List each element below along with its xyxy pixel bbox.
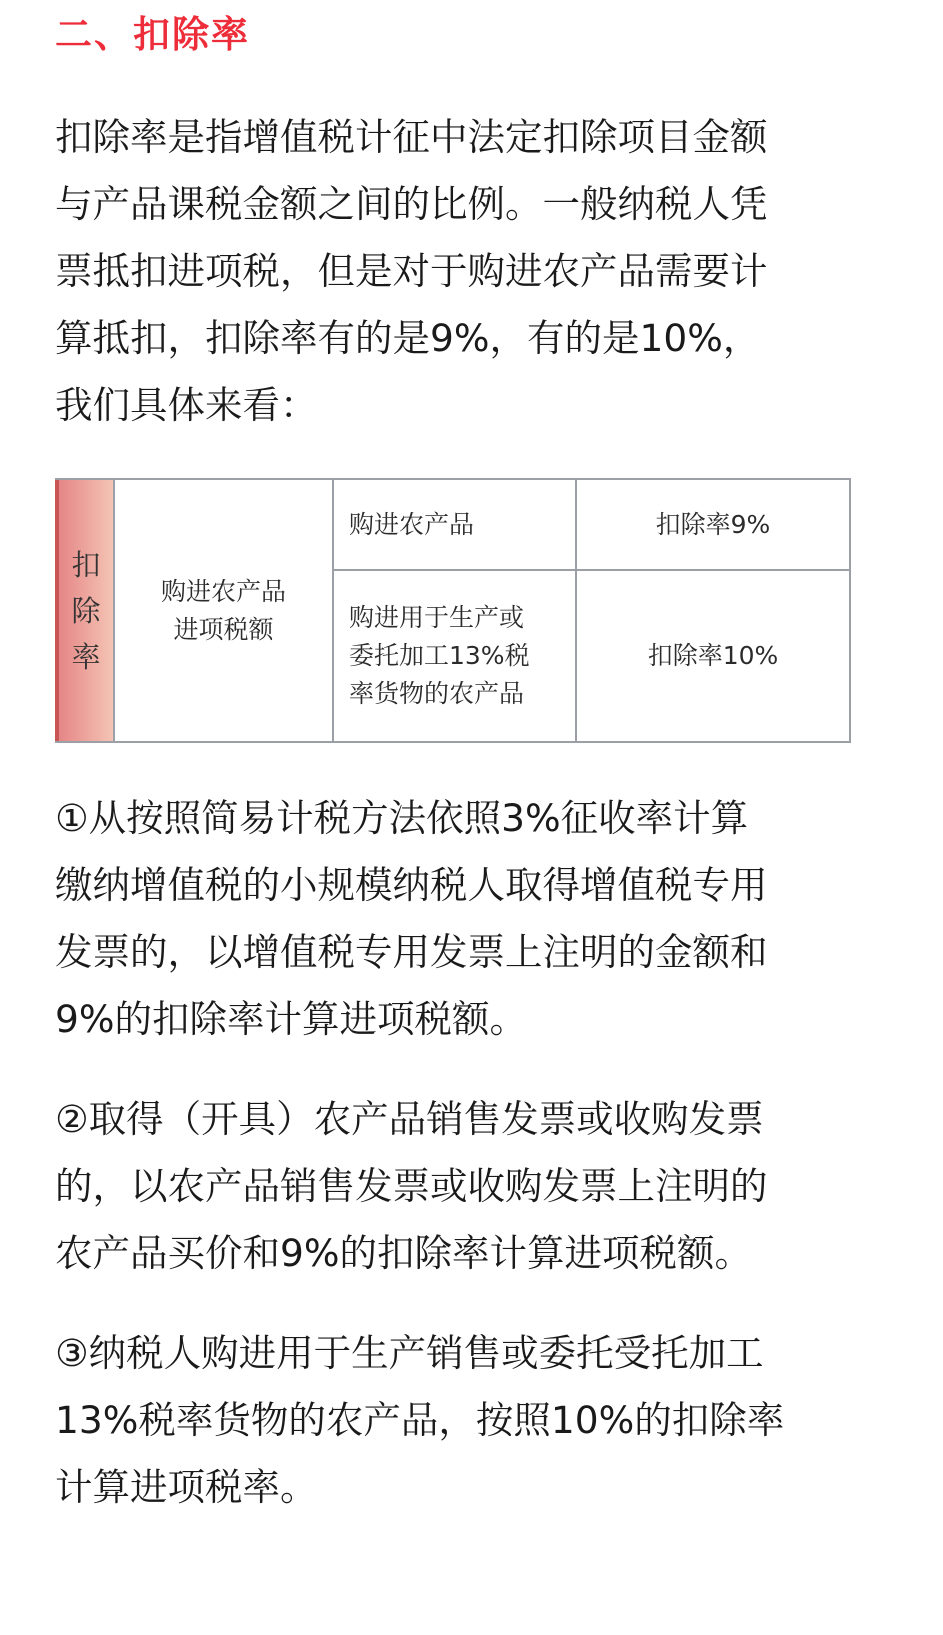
- item-line: 率货物的农产品: [349, 679, 525, 708]
- table-cell-rate-1: 扣除率9%: [577, 480, 849, 571]
- intro-paragraph: [55, 104, 855, 439]
- point-line: 13%税率货物的农产品，按照10%的扣除率: [55, 1398, 785, 1442]
- point-1-paragraph: [55, 785, 855, 1053]
- point-line: ②取得（开具）农产品销售发票或收购发票: [55, 1097, 764, 1141]
- table-cell-item-1: [334, 480, 577, 571]
- intro-line: 票抵扣进项税，但是对于购进农产品需要计: [55, 249, 768, 293]
- table-cell-rate-2: 扣除率10%: [647, 641, 779, 670]
- point-line: 9%的扣除率计算进项税额。: [55, 997, 527, 1041]
- side-label-char: 扣: [71, 547, 101, 582]
- item-line: 委托加工13%税: [349, 641, 530, 670]
- section-heading: 二、扣除率: [55, 13, 250, 56]
- item-line: 购进用于生产或: [349, 603, 525, 632]
- intro-line: 扣除率是指增值税计征中法定扣除项目金额: [55, 115, 768, 159]
- intro-line: 我们具体来看：: [55, 383, 318, 427]
- table-cell-item-2: [334, 571, 577, 741]
- row-head-line: 进项税额: [173, 614, 274, 644]
- row-head-line: 购进农产品: [160, 576, 286, 606]
- table-row-head: [115, 480, 334, 741]
- intro-line: 算抵扣，扣除率有的是9%，有的是10%，: [55, 316, 761, 360]
- point-line: 的，以农产品销售发票或收购发票上注明的: [55, 1164, 768, 1208]
- side-label-char: 率: [71, 639, 101, 674]
- point-line: 发票的，以增值税专用发票上注明的金额和: [55, 930, 768, 974]
- point-line: 缴纳增值税的小规模纳税人取得增值税专用: [55, 863, 768, 907]
- intro-line: 与产品课税金额之间的比例。一般纳税人凭: [55, 182, 768, 226]
- point-line: 农产品买价和9%的扣除率计算进项税额。: [55, 1231, 752, 1275]
- point-line: 计算进项税率。: [55, 1465, 318, 1509]
- table-side-label: [55, 480, 115, 741]
- point-line: ①从按照简易计税方法依照3%征收率计算: [55, 796, 749, 840]
- side-label-char: 除: [71, 593, 101, 628]
- point-line: ③纳税人购进用于生产销售或委托受托加工: [55, 1331, 764, 1375]
- point-2-paragraph: [55, 1086, 855, 1287]
- item-line: 购进农产品: [349, 509, 475, 539]
- point-3-paragraph: [55, 1320, 855, 1521]
- deduction-rate-table: [55, 478, 851, 743]
